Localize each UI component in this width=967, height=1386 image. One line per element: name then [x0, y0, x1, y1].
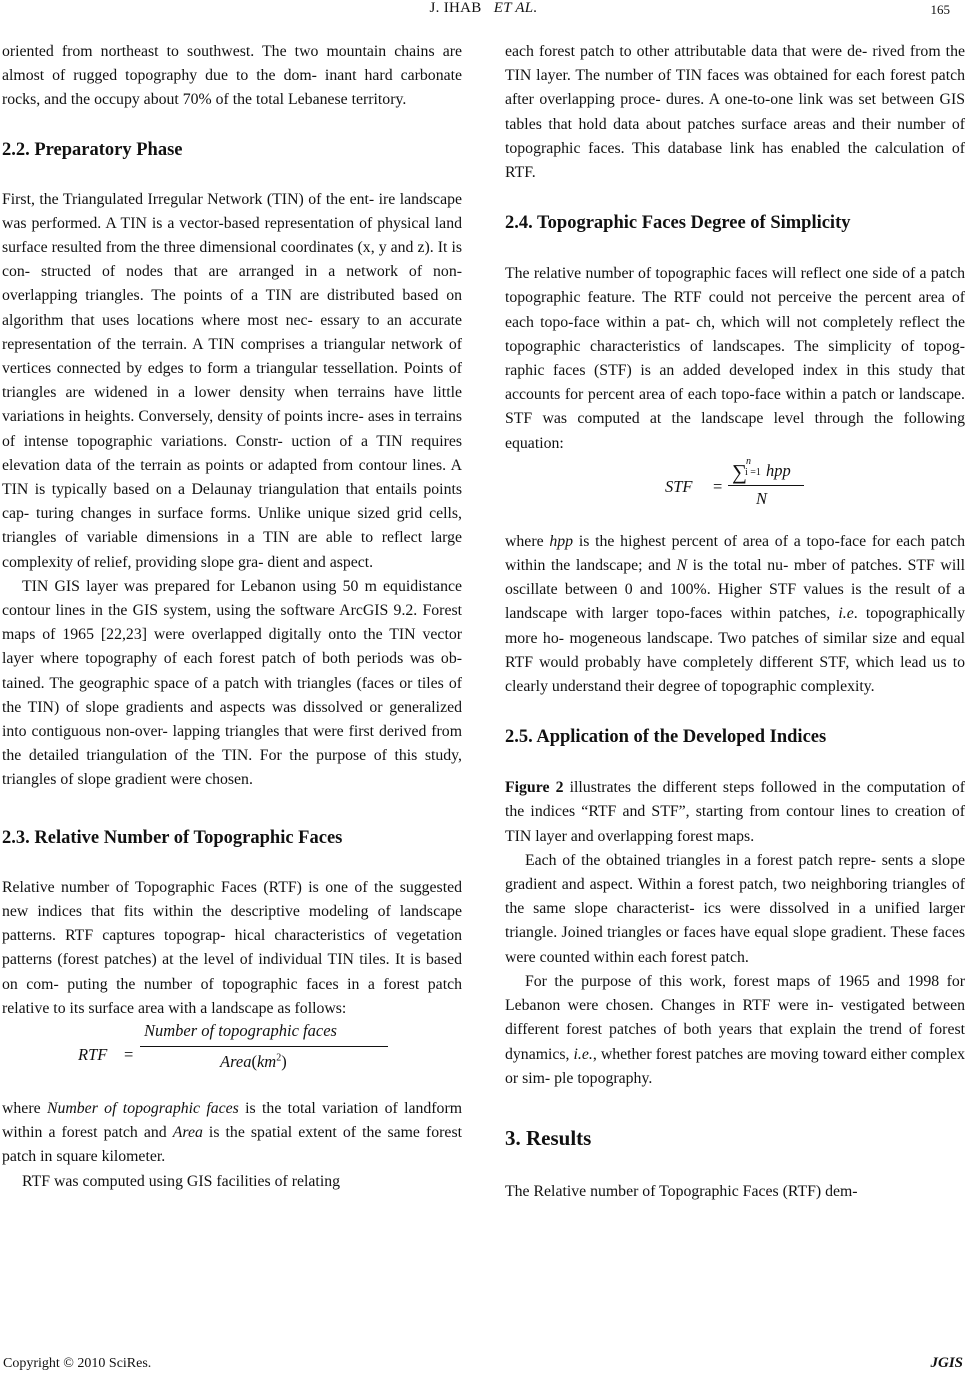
summation-lower: i =1: [745, 466, 761, 478]
section-heading-2-5: 2.5. Application of the Developed Indices: [505, 727, 827, 748]
right-column: [505, 40, 965, 1204]
section-heading-2-2: 2.2. Preparatory Phase: [2, 139, 183, 160]
page-number: 165: [930, 2, 950, 17]
equation-rtf: [2, 1021, 462, 1097]
figure-reference: Figure 2: [505, 779, 564, 797]
equation-denominator: [220, 1052, 287, 1072]
paragraph: TIN GIS layer was prepared for Lebanon using 50 m equidistance contour lines in the GIS system, using the software ArcGIS 9.2. Forest maps of 1965 [22,23] were overlapped digitally onto the TIN vector layer where topography of each forest patch of both periods was ob- tained. The geographic space of a patch with triangles (faces or tiles of the TIN) of slope gradients and aspects was dissolved or generalized into contiguous non-over- lapping triangles that were first derived from the detailed triangulation of the TIN. For the purpose of this study, triangles of slope gradient were chosen.: [2, 577, 462, 789]
equation-denominator: N: [756, 488, 768, 508]
paragraph: The Relative number of Topographic Faces (RTF) dem-: [505, 1182, 858, 1200]
section-heading-2-4: 2.4. Topographic Faces Degree of Simplicity: [505, 213, 851, 234]
equation-lhs: RTF: [78, 1044, 108, 1064]
denominator-exponent: 2: [276, 1052, 282, 1064]
paragraph: Each of the obtained triangles in a forest patch repre- sents a slope gradient and aspect. Within a forest patch, two neighboring triangles of the same slope characterist- ics were dissolved in a unified larger triangle. Joined triangles or faces have equal slope gradient. These faces were counted within each forest patch.: [505, 851, 965, 966]
paragraph: For the purpose of this work, forest maps of 1965 and 1998 for Lebanon were chosen. Changes in RTF were in- vestigated between different forest patches of both years that explain the trend of forest dynamics, i.e., whether forest patches are moving toward either complex or sim- ple topography.: [505, 972, 965, 1087]
paragraph: Relative number of Topographic Faces (RTF) is one of the suggested new indices that fits within the descriptive modeling of landscape patterns. RTF captures topograp- hical characteristics of vegetation patterns (forest patches) at the level of individual TIN tiles. It is based on com- puting the number of topographic faces in a forest patch relative to its surface area with a landscape as follows:: [2, 878, 462, 1017]
equation-stf: [505, 456, 965, 530]
left-column: [2, 40, 462, 1194]
numerator-hpp: hpp: [766, 460, 791, 480]
paren-close: ): [281, 1051, 287, 1071]
summation-upper: n: [746, 455, 751, 467]
paragraph: each forest patch to other attributable data that were de- rived from the TIN layer. The number of TIN faces was obtained for each forest patch after overlapping proce- dures. A one-to-one link was set between GIS tables that hold data about patches surface areas and their number of topographic faces. This database link has enabled the calculation of RTF.: [505, 43, 965, 182]
paragraph: RTF was computed using GIS facilities of relating: [22, 1172, 341, 1190]
summation-symbol: ∑: [732, 459, 747, 484]
equation-numerator: [730, 455, 810, 487]
paragraph: The relative number of topographic faces will reflect one side of a patch topographic feature. The RTF could not perceive the percent area of each topo-face within a pat- ch, which will not completely reflect the topographic characteristics of landscapes. The simplicity of topog- raphic faces (STF) is an added developed index in this study that accounts for percent area of each topo-face within a patch or landscape. STF was computed at the landscape level through the following equation:: [505, 265, 965, 452]
denominator-area: Area: [220, 1051, 252, 1071]
footer-copyright: Copyright © 2010 SciRes.: [3, 1356, 152, 1371]
paragraph: First, the Triangulated Irregular Network (TIN) of the ent- ire landscape was performed. A TIN is a vector-based representation of physical land surface resulted from the three dimensional coordinates (x, y and z). It is con- structed of nodes that are arranged in a network of non- overlapping triangles. The points of a TIN are distributed based on algorithm that uses locations where most nec- essary to an accurate representation of the terrain. A TIN comprises a triangular network of vertices connected by edges to form a triangular tessellation. Points of triangles are widened in a lower density when terrains have little variations in heights. Conversely, density of points incre- ases in terrains of intense topographic variations. Constr- uction of a TIN requires elevation data of the terrain as points or adapted from contour lines. A TIN is typically based on a Delaunay triangulation that entails points cap- turing changes in surface forms. Unlike unique sized grid cells, triangles of variable dimensions in a TIN are able to reflect large complexity of relief, providing slope gra- dient and aspect.: [2, 190, 462, 571]
fraction-bar: [140, 1046, 388, 1047]
section-heading-3: 3. Results: [505, 1125, 592, 1150]
header-etal: ET AL.: [493, 0, 538, 16]
header-author: J. IHAB: [429, 0, 482, 16]
equation-numerator: Number of topographic faces: [144, 1020, 337, 1040]
equation-equals: =: [124, 1044, 134, 1064]
equation-equals: =: [713, 476, 723, 496]
equation-lhs: STF: [665, 476, 693, 496]
fraction-bar: [728, 485, 804, 486]
running-header: [0, 0, 967, 17]
paragraph: Figure 2 illustrates the different steps followed in the computation of the indices “RTF and STF”, starting from contour lines to creation of TIN layer and overlapping forest maps.: [505, 779, 965, 845]
paragraph: where Number of topographic faces is the total variation of landform within a forest patch and Area is the spatial extent of the same forest patch in square kilometer.: [2, 1099, 462, 1166]
paren-open: (: [251, 1051, 257, 1071]
paragraph: oriented from northeast to southwest. The two mountain chains are almost of rugged topography due to the dom- inant hard carbonate rocks, and the occupy about 70% of the total Lebanese territory.: [2, 43, 462, 109]
section-heading-2-3: 2.3. Relative Number of Topographic Faces: [2, 827, 343, 848]
footer-journal: JGIS: [930, 1355, 963, 1371]
denominator-unit: km: [256, 1051, 277, 1071]
paragraph: where hpp is the highest percent of area of a topo-face for each patch within the landscape; and N is the total nu- mber of patches. STF will oscillate between 0 and 100%. Higher STF values is the result of a landscape with larger topo-faces within patches, i.e. topographically more ho- mogeneous landscape. Two patches of similar size and equal RTF would probably have completely different STF, which lead us to clearly understand their degree of topographic complexity.: [505, 532, 966, 696]
